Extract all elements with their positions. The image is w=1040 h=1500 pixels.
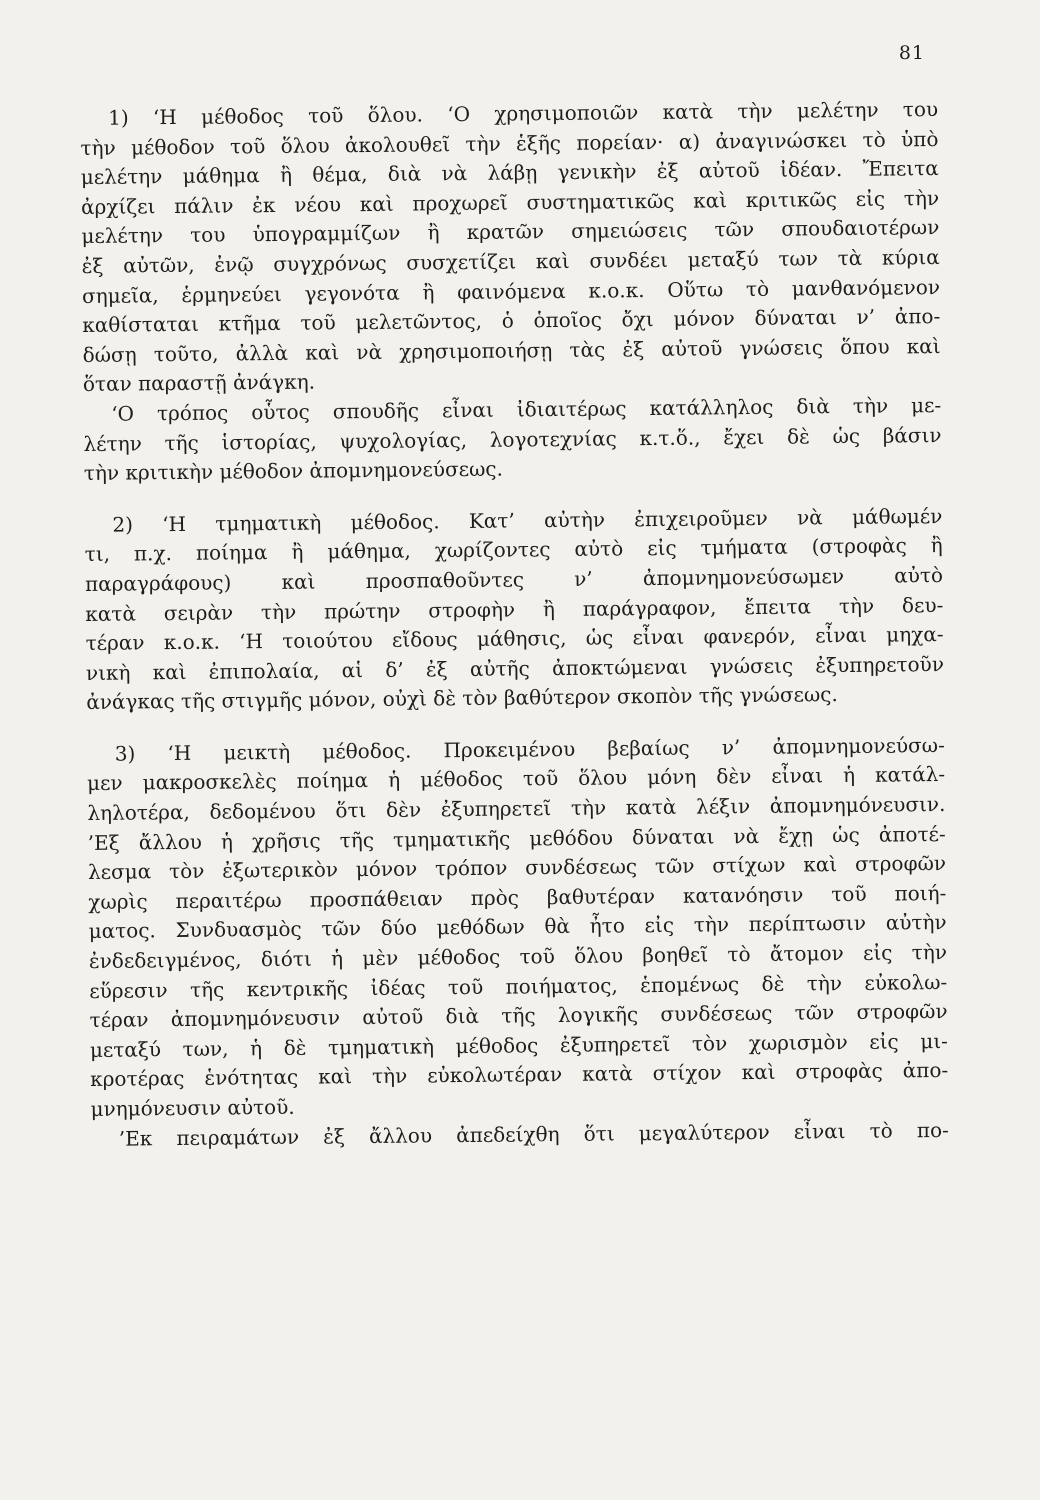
text-line: μεν μακροσκελὲς ποίημα ἡ μέθοδος τοῦ ὅλου μόνη δὲν εἶναι ἡ κατάλ- <box>86 762 946 796</box>
text-line: μεταξύ των, ἡ δὲ τμηματικὴ μέθοδος ἐξυπηρετεῖ τὸν χωρισμὸν εἰς μι- <box>89 1028 948 1062</box>
text-line: τέραν κ.ο.κ. ‘Η τοιούτου εἴδους μάθησις, ὡς εἶναι φανερόν, εἶναι μηχα- <box>85 622 944 656</box>
text-line: λεσμα τὸν ἐξωτερικὸν μόνον τρόπον συνδέσεως τῶν στίχων καὶ στροφῶν <box>87 851 947 885</box>
text-line: κροτέρας ἑνότητας καὶ τὴν εὐκολωτέραν κατὰ στίχον καὶ στροφὰς ἀπο- <box>90 1058 949 1092</box>
text-line: ἀνάγκας τῆς στιγμῆς μόνον, οὐχὶ δὲ τὸν βαθύτερον σκοπὸν τῆς γνώσεως. <box>86 682 838 715</box>
text-line: χωρὶς περαιτέρω προσπάθειαν πρὸς βαθυτέραν κατανόησιν τοῦ ποιή- <box>88 880 947 914</box>
text-line: ὅταν παραστῇ ἀνάγκη. <box>82 369 316 397</box>
text-line: τι, π.χ. ποίημα ἢ μάθημα, χωρίζοντες αὐτὸ εἰς τμήματα (στροφὰς ἢ <box>84 533 943 567</box>
text-line: παραγράφους) καὶ προσπαθοῦντες ν’ ἀπομνημονεύσωμεν αὐτὸ <box>84 562 944 596</box>
text-line: νικὴ καὶ ἐπιπολαία, αἱ δ’ ἐξ αὐτῆς ἀποκτώμεναι γνώσεις ἐξυπηρετοῦν <box>85 651 945 685</box>
paragraph-method-of-whole <box>80 95 942 489</box>
text-line: 3) ‘Η μεικτὴ μέθοδος. Προκειμένου βεβαίως ν’ ἀπομνημονεύσω- <box>114 732 945 766</box>
text-line: 2) ‘Η τμηματικὴ μέθοδος. Κατ’ αὐτὴν ἐπιχειροῦμεν νὰ μάθωμέν <box>112 503 943 537</box>
text-line: ἐνδεδειγμένος, διότι ἡ μὲν μέθοδος τοῦ ὅλου βοηθεῖ τὸ ἄτομον εἰς τὴν <box>88 940 948 973</box>
body-text <box>80 95 949 1154</box>
text-line: ματος. Συνδυασμὸς τῶν δύο μεθόδων θὰ ἦτο εἰς τὴν περίπτωσιν αὐτὴν <box>88 910 947 944</box>
text-line: 1) ‘Η μέθοδος τοῦ ὅλου. ‘Ο χρησιμοποιῶν κατὰ τὴν μελέτην του <box>108 97 939 130</box>
text-line: τέραν ἀπομνημόνευσιν αὐτοῦ διὰ τῆς λογικῆς συνδέσεως τῶν στροφῶν <box>89 999 948 1033</box>
text-line: ’Εξ ἄλλου ἡ χρῆσις τῆς τμηματικῆς μεθόδου δύναται νὰ ἔχῃ ὡς ἀποτέ- <box>87 821 946 855</box>
text-line: κατὰ σειρὰν τὴν πρώτην στροφὴν ἢ παράγραφον, ἔπειτα τὴν δευ- <box>85 592 944 626</box>
text-line: τὴν μέθοδον τοῦ ὅλου ἀκολουθεῖ τὴν ἑξῆς πορείαν· α) ἀναγινώσκει τὸ ὑπὸ <box>80 126 939 160</box>
text-line: καθίσταται κτῆμα τοῦ μελετῶντος, ὁ ὁποῖος ὄχι μόνον δύναται ν’ ἀπο- <box>82 304 941 338</box>
text-line: ‘Ο τρόπος οὗτος σπουδῆς εἶναι ἰδιαιτέρως κατάλληλος διὰ τὴν με- <box>111 392 942 426</box>
text-line: δώσῃ τοῦτο, ἀλλὰ καὶ νὰ χρησιμοποιήσῃ τὰς ἐξ αὐτοῦ γνώσεις ὅπου καὶ <box>82 333 941 367</box>
page-number: 81 <box>898 42 925 64</box>
text-line: ’Εκ πειραμάτων ἐξ ἄλλου ἀπεδείχθη ὅτι μεγαλύτερον εἶναι τὸ πο- <box>118 1117 949 1151</box>
text-line: ληλοτέρα, δεδομένου ὅτι δὲν ἐξυπηρετεῖ τὴν κατὰ λέξιν ἀπομνημόνευσιν. <box>87 792 946 826</box>
text-line: εὕρεσιν τῆς κεντρικῆς ἰδέας τοῦ ποιήματος, ἑπομένως δὲ τὴν εὐκολω- <box>89 969 948 1003</box>
paragraph-segmental-method <box>84 502 944 718</box>
text-line: ἐξ αὐτῶν, ἐνῷ συγχρόνως συσχετίζει καὶ συνδέει μεταξύ των τὰ κύρια <box>81 244 940 278</box>
text-line: μελέτην του ὑπογραμμίζων ἢ κρατῶν σημειώσεις τῶν σπουδαιοτέρων <box>81 215 940 249</box>
paragraph-mixed-method <box>87 731 949 1154</box>
text-line: μελέτην μάθημα ἢ θέμα, διὰ νὰ λάβῃ γενικὴν ἐξ αὐτοῦ ἰδέαν. Ἔπειτα <box>80 156 939 190</box>
text-line: τὴν κριτικὴν μέθοδον ἀπομνημονεύσεως. <box>83 456 504 486</box>
text-line: μνημόνευσιν αὐτοῦ. <box>90 1094 295 1121</box>
text-line: σημεῖα, ἑρμηνεύει γεγονότα ἢ φαινόμενα κ.ο.κ. Οὕτω τὸ μανθανόμενον <box>81 274 941 308</box>
text-line: ἀρχίζει πάλιν ἐκ νέου καὶ προχωρεῖ συστηματικῶς καὶ κριτικῶς εἰς τὴν <box>80 185 940 219</box>
text-line: λέτην τῆς ἱστορίας, ψυχολογίας, λογοτεχνίας κ.τ.ὅ., ἔχει δὲ ὡς βάσιν <box>83 422 942 456</box>
